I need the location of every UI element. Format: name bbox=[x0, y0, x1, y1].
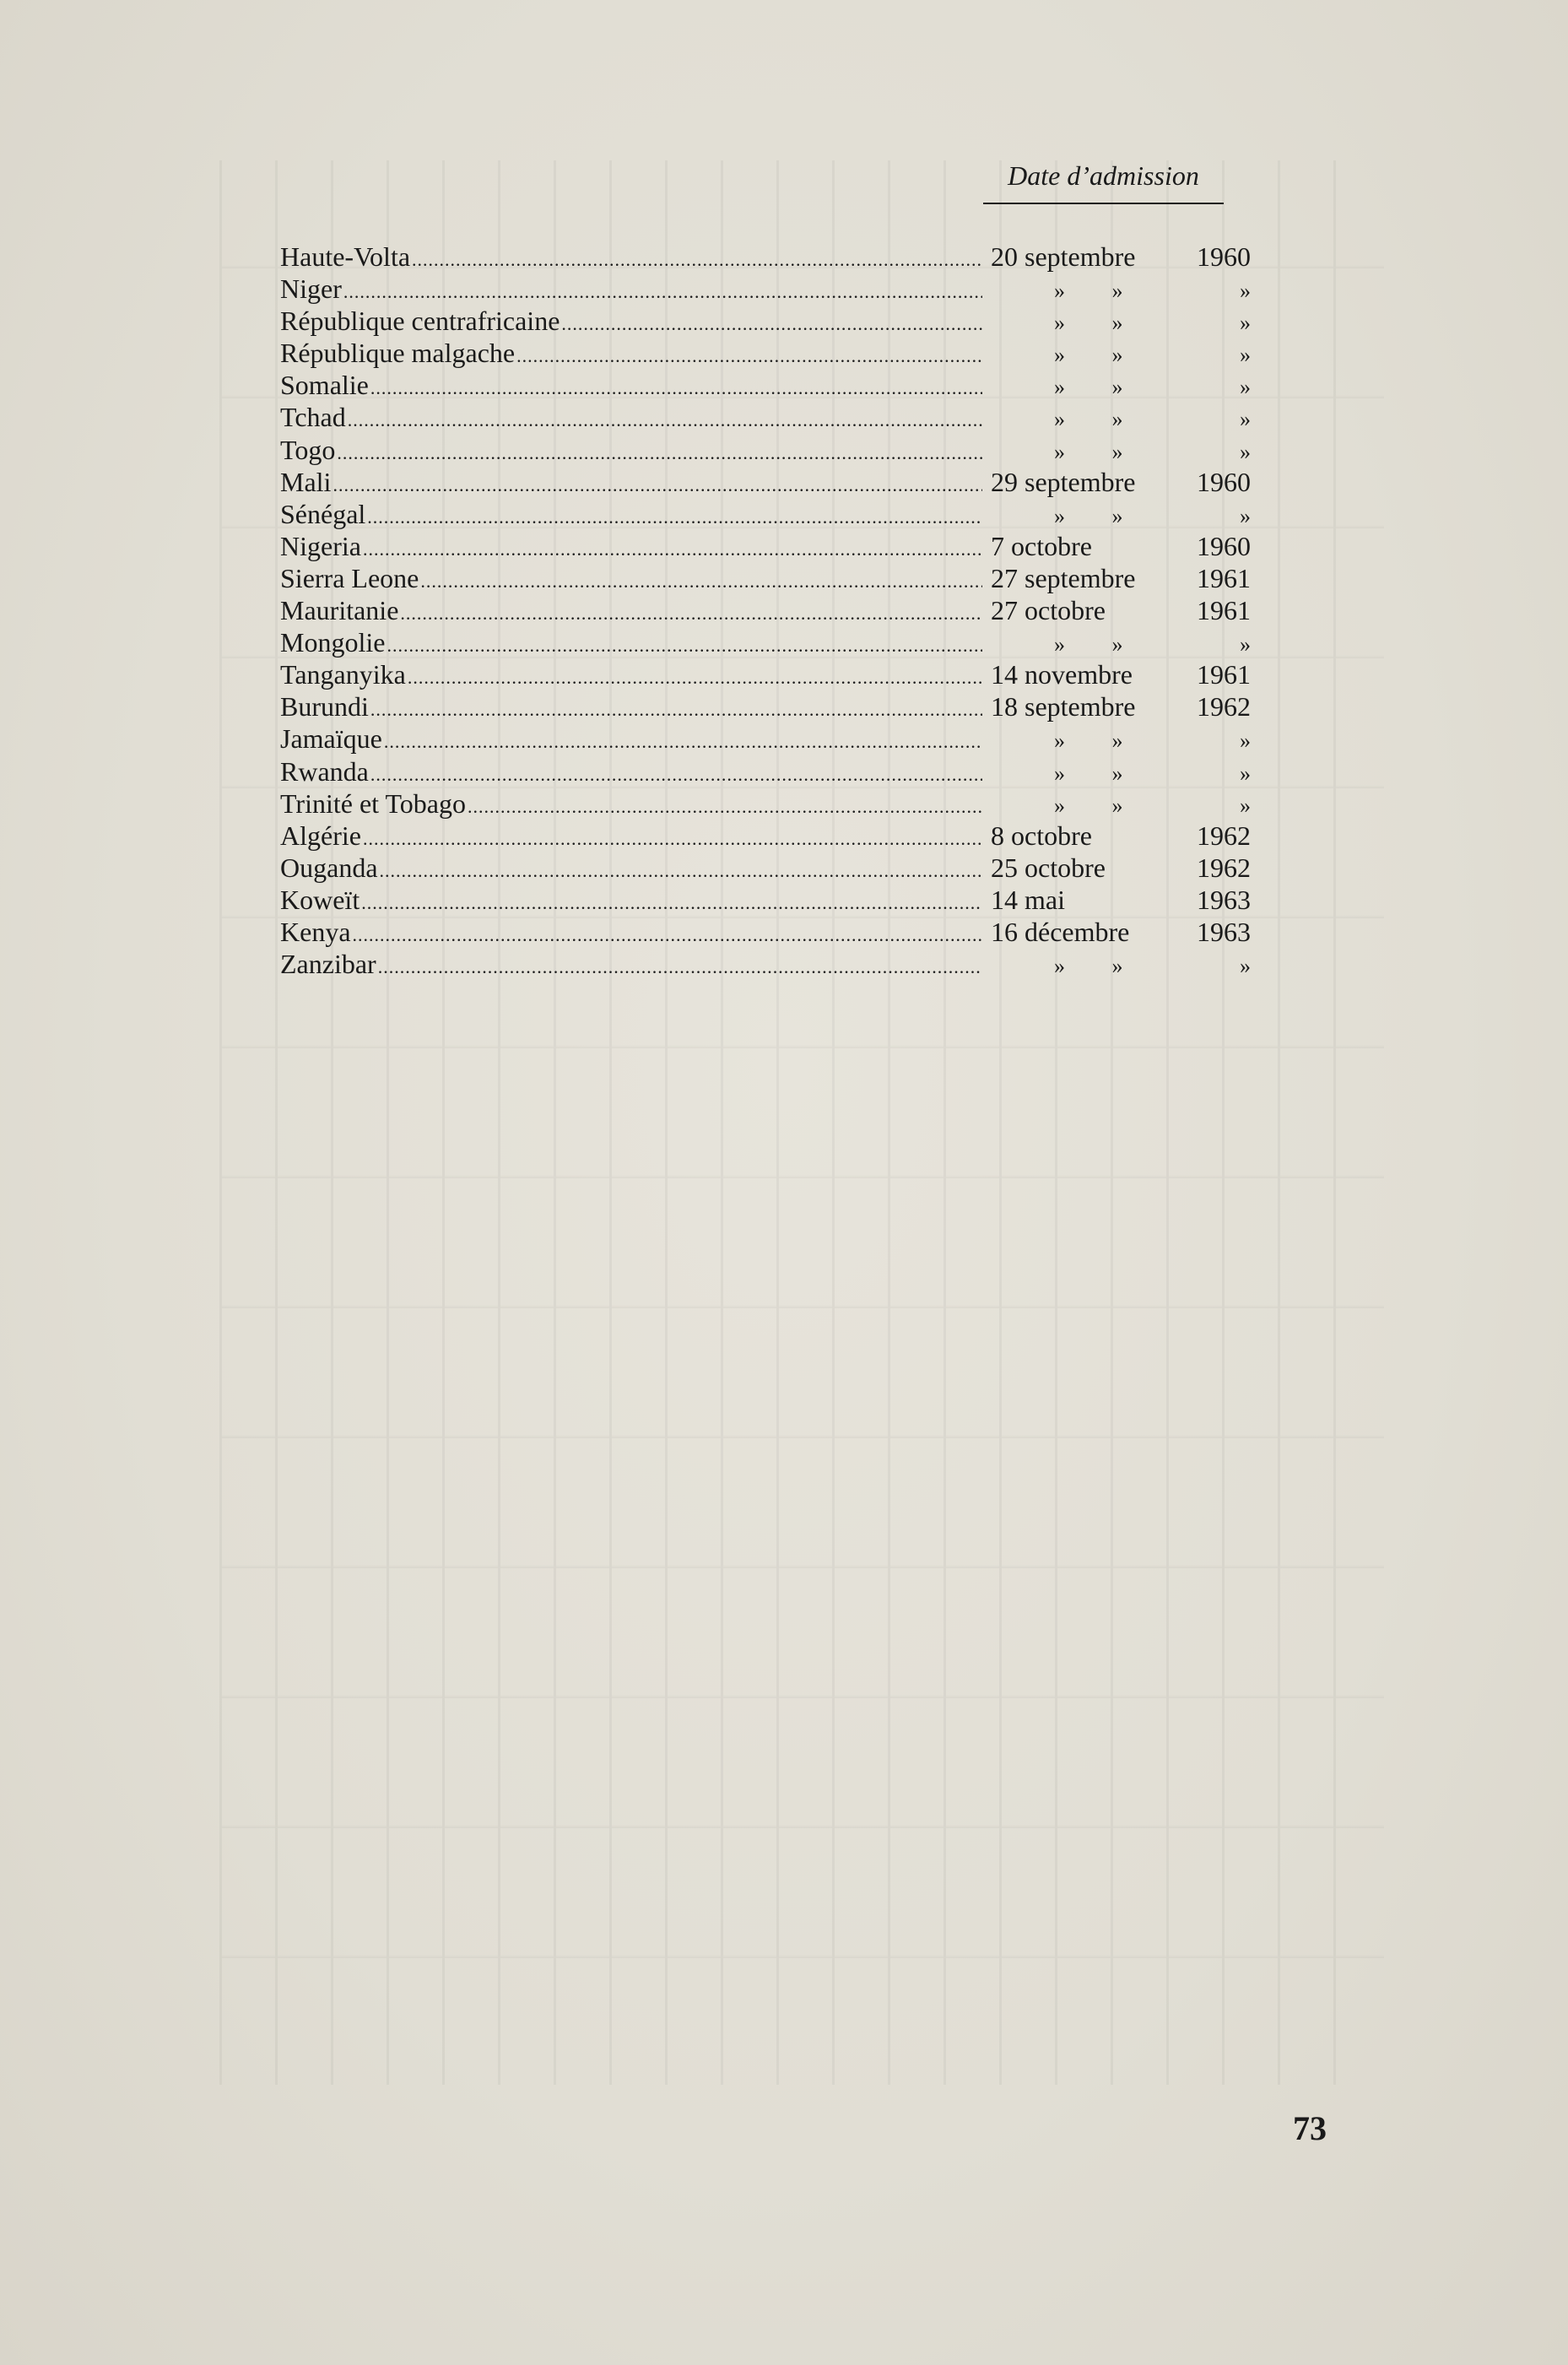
ditto-mark: » bbox=[1240, 279, 1251, 304]
ditto-mark: » bbox=[1054, 632, 1065, 658]
admission-day-month: 27 octobre bbox=[991, 595, 1106, 626]
ditto-mark: » bbox=[1111, 439, 1123, 464]
admission-day-month: 29 septembre bbox=[991, 466, 1136, 497]
table-row bbox=[280, 434, 1251, 466]
country-name: Nigeria bbox=[280, 530, 361, 561]
table-row bbox=[280, 722, 1251, 755]
country-cell bbox=[280, 787, 982, 823]
country-name: Sénégal bbox=[280, 498, 366, 529]
ditto-mark: » bbox=[1111, 728, 1123, 754]
country-cell bbox=[280, 852, 982, 887]
ditto-mark: » bbox=[1240, 439, 1251, 464]
ditto-marks bbox=[982, 501, 1251, 533]
dot-leader bbox=[343, 276, 982, 308]
country-name: Tchad bbox=[280, 402, 346, 433]
country-cell bbox=[280, 916, 982, 951]
table-row bbox=[280, 884, 1251, 916]
dot-leader bbox=[412, 244, 982, 276]
ditto-marks bbox=[982, 758, 1251, 790]
ditto-mark: » bbox=[1111, 954, 1123, 979]
ditto-mark: » bbox=[1240, 632, 1251, 658]
admission-day-month: 14 mai bbox=[991, 884, 1065, 915]
table-row bbox=[280, 530, 1251, 562]
table-row bbox=[280, 273, 1251, 305]
dot-leader bbox=[337, 437, 982, 469]
country-name: Somalie bbox=[280, 370, 369, 401]
country-cell bbox=[280, 594, 982, 630]
admission-year: 1960 bbox=[1197, 466, 1251, 497]
country-cell bbox=[280, 241, 982, 276]
admission-day-month: 20 septembre bbox=[991, 241, 1136, 272]
table-row bbox=[280, 241, 1251, 273]
dot-leader bbox=[361, 887, 982, 919]
ditto-mark: » bbox=[1054, 760, 1065, 786]
dot-leader bbox=[348, 404, 982, 436]
country-name: Jamaïque bbox=[280, 723, 382, 755]
country-name: Mali bbox=[280, 466, 332, 497]
country-cell bbox=[280, 305, 982, 340]
admission-table bbox=[280, 241, 1251, 980]
country-name: Togo bbox=[280, 434, 336, 465]
table-row bbox=[280, 369, 1251, 401]
admission-day-month: 18 septembre bbox=[991, 691, 1136, 722]
country-name: Burundi bbox=[280, 691, 369, 722]
table-row bbox=[280, 690, 1251, 722]
admission-year: 1961 bbox=[1197, 562, 1251, 593]
admission-year: 1961 bbox=[1197, 595, 1251, 626]
country-name: République malgache bbox=[280, 338, 516, 369]
country-cell bbox=[280, 434, 982, 469]
admission-day-month: 7 octobre bbox=[991, 530, 1092, 561]
column-header-title: Date d’admission bbox=[1008, 160, 1199, 191]
country-cell bbox=[280, 658, 982, 694]
admission-day-month: 8 octobre bbox=[991, 820, 1092, 851]
ditto-mark: » bbox=[1240, 793, 1251, 818]
country-cell bbox=[280, 273, 982, 308]
ditto-marks bbox=[982, 371, 1251, 403]
country-name: Trinité et Tobago bbox=[280, 787, 466, 819]
table-row bbox=[280, 401, 1251, 433]
ditto-mark: » bbox=[1054, 375, 1065, 400]
ditto-marks bbox=[982, 436, 1251, 468]
admission-year: 1963 bbox=[1197, 884, 1251, 915]
country-name: Niger bbox=[280, 273, 342, 305]
table-row bbox=[280, 787, 1251, 820]
admission-year: 1960 bbox=[1197, 530, 1251, 561]
ditto-marks bbox=[982, 275, 1251, 307]
country-cell bbox=[280, 722, 982, 758]
ditto-marks bbox=[982, 403, 1251, 436]
admission-day-month: 27 septembre bbox=[991, 562, 1136, 593]
dot-leader bbox=[367, 501, 982, 533]
country-cell bbox=[280, 884, 982, 919]
dot-leader bbox=[363, 823, 982, 855]
table-row bbox=[280, 305, 1251, 337]
country-name: Ouganda bbox=[280, 852, 378, 883]
admission-year: 1963 bbox=[1197, 916, 1251, 947]
admission-year: 1961 bbox=[1197, 659, 1251, 690]
country-cell bbox=[280, 337, 982, 372]
ditto-mark: » bbox=[1111, 503, 1123, 528]
admission-day-month: 14 novembre bbox=[991, 659, 1133, 690]
ditto-mark: » bbox=[1111, 793, 1123, 818]
ditto-marks bbox=[982, 629, 1251, 661]
admission-day-month: 16 décembre bbox=[991, 916, 1130, 947]
ditto-mark: » bbox=[1111, 407, 1123, 432]
ditto-mark: » bbox=[1111, 311, 1123, 336]
admission-year: 1962 bbox=[1197, 820, 1251, 851]
dot-leader bbox=[561, 308, 982, 340]
country-name: Zanzibar bbox=[280, 949, 376, 980]
country-name: République centrafricaine bbox=[280, 306, 560, 337]
country-cell bbox=[280, 626, 982, 662]
table-row bbox=[280, 498, 1251, 530]
country-cell bbox=[280, 690, 982, 726]
table-row bbox=[280, 594, 1251, 626]
dot-leader bbox=[378, 951, 982, 983]
table-row bbox=[280, 755, 1251, 787]
ditto-marks bbox=[982, 725, 1251, 757]
dot-leader bbox=[400, 598, 982, 630]
country-cell bbox=[280, 369, 982, 404]
country-cell bbox=[280, 466, 982, 501]
ditto-mark: » bbox=[1240, 954, 1251, 979]
ditto-mark: » bbox=[1054, 311, 1065, 336]
ditto-mark: » bbox=[1111, 632, 1123, 658]
ditto-marks bbox=[982, 307, 1251, 339]
dot-leader bbox=[468, 791, 982, 823]
ditto-mark: » bbox=[1054, 439, 1065, 464]
country-cell bbox=[280, 530, 982, 566]
ditto-mark: » bbox=[1054, 793, 1065, 818]
country-cell bbox=[280, 948, 982, 983]
table-row bbox=[280, 466, 1251, 498]
ditto-mark: » bbox=[1240, 407, 1251, 432]
country-cell bbox=[280, 820, 982, 855]
ditto-mark: » bbox=[1240, 375, 1251, 400]
admission-day-month: 25 octobre bbox=[991, 852, 1106, 883]
table-row bbox=[280, 337, 1251, 369]
country-cell bbox=[280, 401, 982, 436]
ditto-mark: » bbox=[1111, 760, 1123, 786]
country-name: Kenya bbox=[280, 916, 351, 947]
dot-leader bbox=[363, 533, 982, 566]
ditto-mark: » bbox=[1240, 728, 1251, 754]
dot-leader bbox=[516, 340, 982, 372]
ditto-mark: » bbox=[1111, 343, 1123, 368]
table-row bbox=[280, 916, 1251, 948]
admission-year: 1960 bbox=[1197, 241, 1251, 272]
ditto-mark: » bbox=[1111, 279, 1123, 304]
ditto-mark: » bbox=[1240, 343, 1251, 368]
country-cell bbox=[280, 498, 982, 533]
admission-year: 1962 bbox=[1197, 691, 1251, 722]
country-name: Koweït bbox=[280, 884, 360, 915]
ditto-mark: » bbox=[1054, 503, 1065, 528]
ditto-mark: » bbox=[1240, 760, 1251, 786]
dot-leader bbox=[380, 855, 982, 887]
ditto-mark: » bbox=[1054, 954, 1065, 979]
country-name: Mongolie bbox=[280, 627, 386, 658]
dot-leader bbox=[333, 469, 982, 501]
country-name: Tanganyika bbox=[280, 659, 406, 690]
ditto-mark: » bbox=[1240, 503, 1251, 528]
ditto-marks bbox=[982, 950, 1251, 982]
ditto-mark: » bbox=[1240, 311, 1251, 336]
dot-leader bbox=[353, 919, 982, 951]
ditto-mark: » bbox=[1054, 407, 1065, 432]
column-header bbox=[983, 159, 1224, 204]
dot-leader bbox=[387, 630, 982, 662]
ditto-mark: » bbox=[1054, 279, 1065, 304]
country-cell bbox=[280, 755, 982, 791]
table-row bbox=[280, 820, 1251, 852]
table-row bbox=[280, 626, 1251, 658]
table-row bbox=[280, 562, 1251, 594]
dot-leader bbox=[384, 726, 982, 758]
table-row bbox=[280, 948, 1251, 980]
ditto-mark: » bbox=[1054, 728, 1065, 754]
column-header-rule bbox=[983, 203, 1224, 204]
country-name: Algérie bbox=[280, 820, 361, 851]
country-name: Sierra Leone bbox=[280, 562, 419, 593]
ditto-mark: » bbox=[1054, 343, 1065, 368]
country-name: Rwanda bbox=[280, 755, 369, 787]
ditto-mark: » bbox=[1111, 375, 1123, 400]
dot-leader bbox=[370, 759, 982, 791]
dot-leader bbox=[370, 694, 982, 726]
table-row bbox=[280, 852, 1251, 884]
admission-year: 1962 bbox=[1197, 852, 1251, 883]
country-name: Haute-Volta bbox=[280, 241, 411, 272]
dot-leader bbox=[408, 662, 982, 694]
dot-leader bbox=[420, 566, 982, 598]
country-cell bbox=[280, 562, 982, 598]
dot-leader bbox=[370, 372, 982, 404]
page-number: 73 bbox=[1293, 2109, 1327, 2147]
country-name: Mauritanie bbox=[280, 595, 399, 626]
ditto-marks bbox=[982, 339, 1251, 371]
table-row bbox=[280, 658, 1251, 690]
ditto-marks bbox=[982, 790, 1251, 822]
